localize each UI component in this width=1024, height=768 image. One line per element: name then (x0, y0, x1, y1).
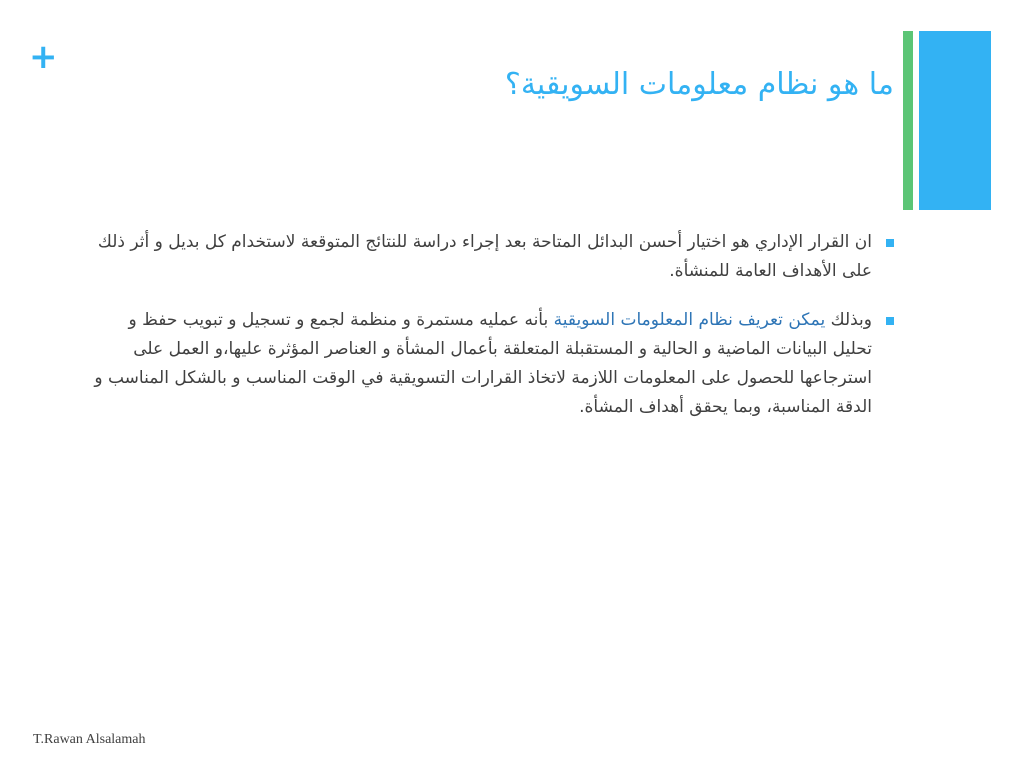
bullet-paragraph-1 (84, 228, 894, 286)
square-bullet-icon (886, 239, 894, 247)
plus-icon: + (29, 37, 58, 77)
blue-accent-bar (919, 31, 991, 210)
paragraph-1-text: ان القرار الإداري هو اختيار أحسن البدائل المتاحة بعد إجراء دراسة للنتائج المتوقعة لاستخدام كل بديل و أثر ذلك على الأهداف العامة للمنشأة. (97, 232, 872, 281)
bullet-paragraph-2 (84, 306, 894, 422)
paragraph-2-highlight: يمكن تعريف نظام المعلومات السويقية (553, 310, 826, 330)
green-accent-bar (903, 31, 913, 210)
paragraph-2-text-after: بأنه عمليه مستمرة و منظمة لجمع و تسجيل و تبويب حفظ و تحليل البيانات الماضية و الحالية و المستقبلة المتعلقة بأعمال المشأة و العناصر المؤثرة عليها،و العمل على استرجاعها للحصول على المعلومات اللازمة لاتخاذ القرارات التسويقية في الوقت المناسب و بالشكل المناسب و الدقة المناسبة، وبما يحقق أهداف المشأة. (94, 310, 872, 417)
footer-author: T.Rawan Alsalamah (33, 732, 146, 747)
slide-title: ما هو نظام معلومات السويقية؟ (504, 67, 894, 102)
paragraph-2-text-before: وبذلك (825, 310, 872, 330)
slide-body (84, 228, 894, 442)
square-bullet-icon (886, 317, 894, 325)
